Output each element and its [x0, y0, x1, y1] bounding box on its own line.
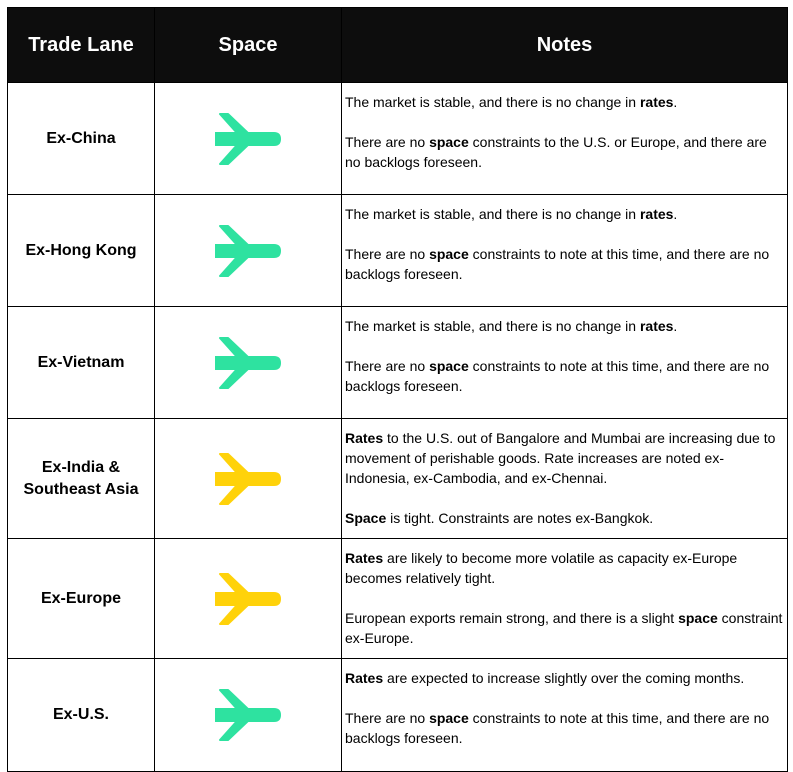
note-keyword: Rates	[345, 670, 384, 686]
note-keyword: Space	[345, 510, 387, 526]
trade-lane-cell	[8, 419, 155, 539]
note-keyword: space	[429, 358, 469, 374]
note-text: .	[673, 318, 678, 334]
trade-lane-cell	[8, 307, 155, 419]
airplane-icon	[215, 337, 281, 389]
airplane-icon	[215, 113, 281, 165]
note-text: There are no	[345, 134, 430, 150]
trade-lane-cell	[8, 659, 155, 772]
table-row	[8, 195, 788, 307]
note-text: are expected to increase slightly over the coming months.	[383, 670, 745, 686]
note-keyword: Rates	[345, 550, 384, 566]
note-paragraph	[345, 132, 783, 172]
space-status-cell	[155, 307, 342, 419]
airplane-icon	[215, 453, 281, 505]
note-keyword: space	[429, 246, 469, 262]
trade-lane-name: Ex-Europe	[40, 589, 121, 607]
note-paragraph	[345, 204, 783, 224]
table-row	[8, 659, 788, 772]
trade-lane-name-line2: Southeast Asia	[23, 480, 139, 498]
notes-cell	[342, 83, 788, 195]
note-text: .	[673, 206, 678, 222]
trade-lane-table	[7, 7, 788, 772]
note-paragraph	[345, 92, 783, 112]
trade-lane-name: Ex-China	[46, 129, 116, 147]
header-space: Space	[155, 8, 342, 83]
note-text: are likely to become more volatile as capacity ex-Europe becomes relatively tight.	[345, 550, 738, 586]
airplane-icon	[215, 573, 281, 625]
header-trade-lane: Trade Lane	[8, 8, 155, 83]
note-text: constraints to note at this time, and there are no backlogs foreseen.	[345, 246, 770, 282]
notes-cell	[342, 419, 788, 539]
space-status-cell	[155, 195, 342, 307]
header-row	[8, 8, 788, 83]
space-status-cell	[155, 659, 342, 772]
note-paragraph	[345, 508, 783, 528]
note-text: European exports remain strong, and there is a slight	[345, 610, 679, 626]
note-keyword: space	[678, 610, 718, 626]
note-text: The market is stable, and there is no change in	[345, 94, 640, 110]
airplane-icon	[215, 225, 281, 277]
note-paragraph	[345, 316, 783, 336]
space-status-cell	[155, 539, 342, 659]
note-paragraph	[345, 428, 783, 488]
table-row	[8, 419, 788, 539]
note-text: to the U.S. out of Bangalore and Mumbai are increasing due to movement of perishable goods. Rate increases are noted ex-Indonesia, ex-Cambodia, and ex-Chennai.	[345, 430, 776, 486]
note-paragraph	[345, 708, 783, 748]
note-text: .	[673, 94, 678, 110]
note-text: There are no	[345, 246, 430, 262]
space-status-cell	[155, 419, 342, 539]
trade-lane-cell	[8, 195, 155, 307]
table-row	[8, 83, 788, 195]
table-row	[8, 307, 788, 419]
note-text: is tight. Constraints are notes ex-Bangkok.	[386, 510, 654, 526]
trade-lane-name: Ex-Vietnam	[37, 353, 125, 371]
trade-lane-name: Ex-U.S.	[52, 706, 109, 723]
note-paragraph	[345, 548, 783, 588]
space-status-cell	[155, 83, 342, 195]
note-keyword: rates	[639, 206, 674, 222]
note-paragraph	[345, 668, 783, 688]
table-row	[8, 539, 788, 659]
note-text: constraints to the U.S. or Europe, and there are no backlogs foreseen.	[345, 134, 767, 170]
table-body	[8, 83, 788, 772]
note-paragraph	[345, 356, 783, 396]
trade-lane-name: Ex-India &	[41, 458, 121, 476]
note-text: constraints to note at this time, and there are no backlogs foreseen.	[345, 710, 770, 746]
notes-cell	[342, 539, 788, 659]
notes-cell	[342, 195, 788, 307]
note-text: constraints to note at this time, and there are no backlogs foreseen.	[345, 358, 770, 394]
note-text: constraint ex-Europe.	[345, 610, 783, 646]
note-text: There are no	[345, 358, 430, 374]
note-text: The market is stable, and there is no change in	[345, 206, 640, 222]
note-paragraph	[345, 244, 783, 284]
note-keyword: space	[429, 134, 469, 150]
trade-lane-name: Ex-Hong Kong	[25, 241, 137, 259]
note-keyword: rates	[639, 94, 674, 110]
note-keyword: Rates	[345, 430, 384, 446]
note-keyword: rates	[639, 318, 674, 334]
note-text: The market is stable, and there is no change in	[345, 318, 640, 334]
trade-lane-cell	[8, 83, 155, 195]
airplane-icon	[215, 689, 281, 741]
note-keyword: space	[429, 710, 469, 726]
note-paragraph	[345, 608, 783, 648]
header-notes: Notes	[342, 8, 788, 83]
trade-lane-cell	[8, 539, 155, 659]
notes-cell	[342, 659, 788, 772]
note-text: There are no	[345, 710, 430, 726]
notes-cell	[342, 307, 788, 419]
